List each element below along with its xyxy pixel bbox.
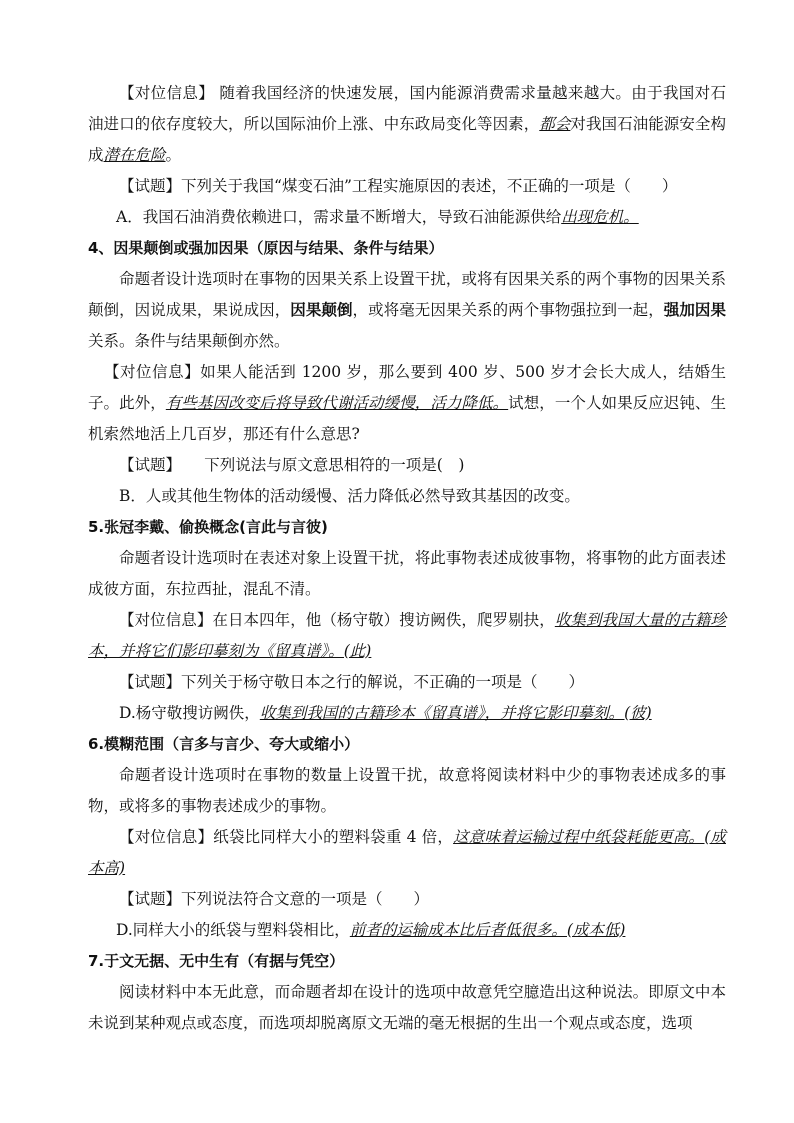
info-text: 。 <box>165 146 182 164</box>
emphasis-text: 有些基因改变后将导致代谢活动缓慢，活力降低。 <box>165 394 509 412</box>
info-paragraph-yang <box>88 605 726 667</box>
section-heading-4: 4、因果颠倒或强加因果（原因与结果、条件与结果） <box>88 239 444 257</box>
question-paragraph-lifespan <box>88 450 726 481</box>
info-label: 【对位信息】 <box>119 84 215 102</box>
desc-text: ，或将毫无因果关系的两个事物强拉到一起， <box>352 301 664 319</box>
info-label: 【对位信息】 <box>104 363 201 381</box>
question-label: 【试题】 <box>119 890 182 908</box>
emphasis-text: 都会 <box>539 115 571 133</box>
question-label: 【试题】 <box>119 456 174 474</box>
section-description-4 <box>88 264 726 357</box>
bold-term: 强加因果 <box>663 301 726 319</box>
info-text: 如果人能活到 1200 岁，那么要到 400 岁、500 岁才会长大成人，结婚生子。此外， <box>88 363 726 412</box>
emphasis-text: 潜在危险 <box>103 146 166 164</box>
info-paragraph-lifespan <box>88 357 726 450</box>
question-label: 【试题】 <box>119 673 182 691</box>
info-paragraph-oil <box>88 78 726 171</box>
option-d-yang <box>88 698 726 729</box>
emphasis-text: 出现危机。 <box>561 208 639 226</box>
emphasis-text: 这意味着运输过程中纸袋耗能更高。(成本高) <box>88 828 726 877</box>
question-paragraph-oil <box>88 171 726 202</box>
section-description-7: 阅读材料中本无此意，而命题者却在设计的选项中故意凭空臆造出这种说法。即原文中本未说到某种观点或态度，而选项却脱离原文无端的毫无根据的生出一个观点或态度，选项 <box>88 983 726 1032</box>
option-text: D.杨守敬搜访阙佚， <box>119 704 260 722</box>
option-a <box>88 202 726 233</box>
question-text: 下列关于我国“煤变石油”工程实施原因的表述，不正确的一项是（ ） <box>181 177 678 195</box>
question-paragraph-bags <box>88 884 726 915</box>
info-text: 试想，一个人如果反应迟钝、生机索然地活上几百岁，那还有什么意思? <box>88 394 726 443</box>
option-d-bags <box>88 915 726 946</box>
info-text: 随着我国经济的快速发展，国内能源消费需求量越来越大。由于我国对石油进口的依存度较大，所以国际油价上涨、中东政局变化等因素， <box>88 84 726 133</box>
section-heading-6: 6.模糊范围（言多与言少、夸大或缩小） <box>88 735 360 753</box>
info-text: 在日本四年，他（杨守敬）搜访阙佚，爬罗剔抉， <box>212 611 555 629</box>
option-b: B．人或其他生物体的活动缓慢、活力降低必然导致其基因的改变。 <box>119 487 580 505</box>
option-text: A．我国石油消费依赖进口，需求量不断增大，导致石油能源供给 <box>116 208 562 226</box>
option-text: D.同样大小的纸袋与塑料袋相比， <box>116 921 350 939</box>
question-label: 【试题】 <box>119 177 182 195</box>
question-paragraph-yang <box>88 667 726 698</box>
info-paragraph-bags <box>88 822 726 884</box>
info-text: 对我国石油能源安全构成 <box>88 115 726 164</box>
section-description-5: 命题者设计选项时在表述对象上设置干扰，将此事物表述成彼事物，将事物的此方面表述成彼方面，东拉西扯，混乱不清。 <box>88 549 726 598</box>
emphasis-text: 前者的运输成本比后者低很多。(成本低) <box>349 921 626 939</box>
question-text: 下列说法与原文意思相符的一项是( ) <box>173 456 465 474</box>
document-page <box>88 78 726 1039</box>
question-text: 下列说法符合文意的一项是（ ） <box>181 890 430 908</box>
info-text: 纸袋比同样大小的塑料袋重 4 倍， <box>213 828 454 846</box>
emphasis-text: 收集到我国大量的古籍珍本，并将它们影印摹刻为《留真谱》。(此) <box>88 611 726 660</box>
desc-text: 命题者设计选项时在事物的因果关系上设置干扰，或将有因果关系的两个事物的因果关系颠倒，因说成果，果说成因， <box>88 270 726 319</box>
info-label: 【对位信息】 <box>119 828 214 846</box>
section-heading-7: 7.于文无据、无中生有（有据与凭空） <box>88 952 345 970</box>
emphasis-text: 收集到我国的古籍珍本《留真谱》，并将它影印摹刻。(彼) <box>259 704 652 722</box>
info-label: 【对位信息】 <box>119 611 213 629</box>
question-text: 下列关于杨守敬日本之行的解说，不正确的一项是（ ） <box>181 673 585 691</box>
section-description-6: 命题者设计选项时在事物的数量上设置干扰，故意将阅读材料中少的事物表述成多的事物，或将多的事物表述成少的事物。 <box>88 766 726 815</box>
section-heading-5: 5.张冠李戴、偷换概念(言此与言彼) <box>88 518 328 536</box>
bold-term: 因果颠倒 <box>290 301 353 319</box>
desc-text: 关系。条件与结果颠倒亦然。 <box>88 332 290 350</box>
